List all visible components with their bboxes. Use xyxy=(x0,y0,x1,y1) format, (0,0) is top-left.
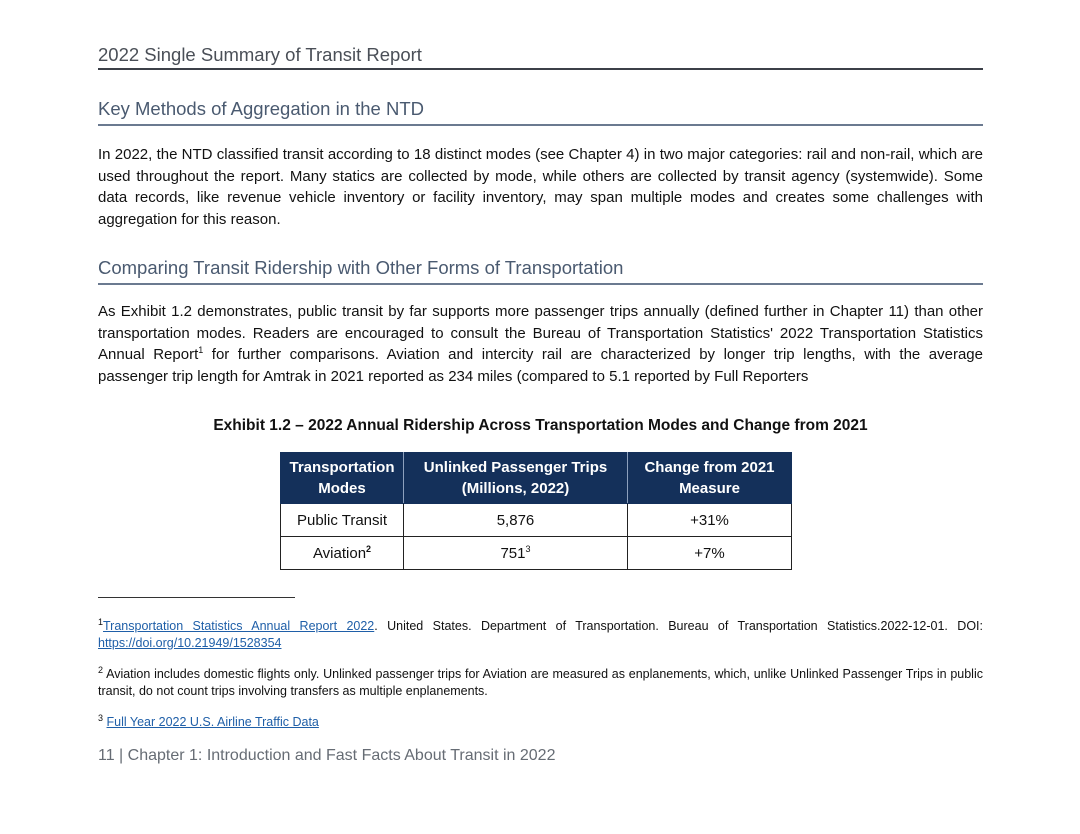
page-footer: 11 | Chapter 1: Introduction and Fast Facts About Transit in 2022 xyxy=(98,747,556,764)
footnote-divider xyxy=(98,597,295,598)
footnote-3: $^3$ Full Year 2022 U.S. Airline Traffic Data xyxy=(98,712,319,729)
table-row xyxy=(281,537,792,570)
exhibit-title: Exhibit 1.2 – 2022 Annual Ridership Across Transportation Modes and Change from 2021 xyxy=(213,417,868,434)
change-cell: +31% xyxy=(628,504,792,537)
trips-cell: 5,876 xyxy=(404,504,628,537)
footnote-1: $^1$Transportation Statistics Annual Report 2022. United States. Department of Transportation. Bureau of Transportation Statistics.2022-12-01. DOI: https://doi.org/10.21949/1528354 xyxy=(98,616,983,650)
change-cell: +7% xyxy=(628,537,792,570)
section-heading-ridership: Comparing Transit Ridership with Other Forms of Transportation xyxy=(98,257,983,285)
footnote-link[interactable]: Transportation Statistics Annual Report 2022 xyxy=(103,619,375,633)
paragraph-ridership xyxy=(98,301,983,387)
paragraph-text: As Exhibit 1.2 demonstrates, public transit by far supports more passenger trips annually (defined further in Chapter 11) than other transportation modes. Readers are encouraged to consult the Bureau of Transportation Statistics' 2022 Transportation Statistics Annual Report xyxy=(98,303,983,363)
trips-cell: $751^3$ xyxy=(404,537,628,570)
footnote-ref[interactable]: 1 xyxy=(198,345,204,355)
section-heading-aggregation: Key Methods of Aggregation in the NTD xyxy=(98,98,983,126)
column-header: Transportation Modes xyxy=(281,453,404,504)
document-header: 2022 Single Summary of Transit Report xyxy=(98,44,983,70)
paragraph-text: for further comparisons. Aviation and intercity rail are characterized by longer trip lengths, with the average passenger trip length for Amtrak in 2021 reported as 234 miles (compared to 5.1 reported by Full Reporters xyxy=(98,346,983,385)
column-header: Unlinked Passenger Trips (Millions, 2022) xyxy=(404,453,628,504)
footnote-2: $^2$ Aviation includes domestic flights only. Unlinked passenger trips for Aviation are measured as enplanements, which, unlike Unlinked Passenger Trips in public transit, do not count trips involving transfers as multiple enplanements. xyxy=(98,664,983,698)
footnote-link[interactable]: Full Year 2022 U.S. Airline Traffic Data xyxy=(106,715,319,729)
mode-cell: Aviation$^2$ xyxy=(281,537,404,570)
mode-cell: Public Transit xyxy=(281,504,404,537)
doi-link[interactable]: https://doi.org/10.21949/1528354 xyxy=(98,636,282,650)
ridership-table xyxy=(280,452,792,570)
column-header: Change from 2021 Measure xyxy=(628,453,792,504)
table-row xyxy=(281,504,792,537)
paragraph-aggregation: In 2022, the NTD classified transit according to 18 distinct modes (see Chapter 4) in two major categories: rail and non-rail, which are used throughout the report. Many statics are collected by mode, while others are collected by transit agency (systemwide). Some data records, like revenue vehicle inventory or facility inventory, may span multiple modes and creates some challenges with aggregation for this reason. xyxy=(98,146,983,228)
